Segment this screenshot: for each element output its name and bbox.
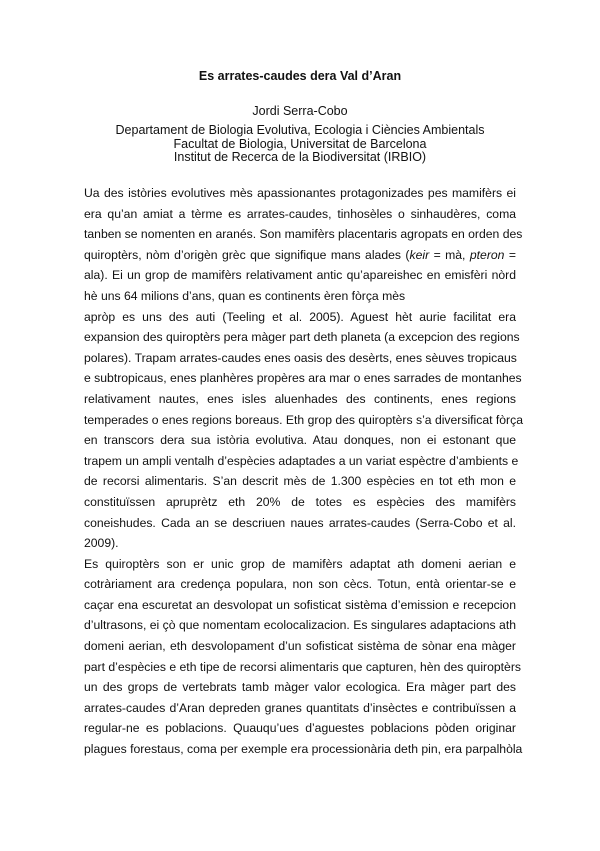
text-line: 2009). <box>84 536 119 551</box>
text-line: caçar ena escuretat an desvolopat un sofisticat sistèma d’emission e recepcion <box>84 597 516 612</box>
paragraph-1 <box>84 183 523 554</box>
text-line: de recorsi alimentaris. S’an descrit mès de 1.300 espècies en tot eth mon e <box>84 474 516 489</box>
text-line: un des grops de vertebrats tamb màger valor ecologica. Era màger part des <box>84 680 516 695</box>
affiliations <box>0 124 600 165</box>
body-text <box>84 183 523 760</box>
text-line: Es quiroptèrs son er unic grop de mamifèrs adaptat ath domeni aerian e <box>84 556 516 571</box>
text-line: en transcors dera sua istòria evolutiva. Atau donques, non ei estonant que <box>84 433 516 448</box>
paragraph-2 <box>84 554 523 760</box>
affiliation-line: Institut de Recerca de la Biodiversitat (IRBIO) <box>173 150 427 164</box>
text-line: e subtropicaus, enes planhères propères ara mar o enes sarrades de montanhes <box>84 371 522 386</box>
text-line: era qu’an amiat a tèrme es arrates-caudes, tinhosèles o sinhaudères, coma <box>84 206 516 221</box>
document-title: Es arrates-caudes dera Val d’Aran <box>198 69 402 83</box>
text-line: regular-ne es poblacions. Quauqu’ues d’aguestes poblacions pòden originar <box>84 721 516 736</box>
text-line: trapem un ampli ventalh d’espècies adaptades a un variat espèctre d’ambients e <box>84 453 519 468</box>
text-line: domeni aerian, eth desvolopament d’un sofisticat sistèma de sònar ena màger <box>84 639 516 654</box>
text-line: cotràriament ara credença populara, non son cècs. Totun, entà orientar-se e <box>84 577 516 592</box>
text-line: Ua des istòries evolutives mès apassionantes protagonizades pes mamifèrs ei <box>84 186 516 200</box>
text-line: relativament nautes, enes isles aluenhades des continents, enes regions <box>84 391 516 406</box>
text-line: hè uns 64 milions d’ans, quan es continents èren fòrça mès <box>84 288 406 303</box>
text-line: arrates-caudes d’Aran depreden granes quantitats d’insèctes e contribuïssen a <box>84 700 516 715</box>
affiliation-line: Departament de Biologia Evolutiva, Ecologia i Ciències Ambientals <box>115 123 485 137</box>
text-line: coneishudes. Cada an se descriuen naues arrates-caudes (Serra-Cobo et al. <box>84 515 516 530</box>
text-line: quiroptèrs, nòm d’origèn grèc que signifique mans alades (keir = mà, pteron = <box>84 247 516 262</box>
affiliation-line: Facultat de Biologia, Universitat de Barcelona <box>173 136 427 151</box>
text-line: ala). Ei un grop de mamifèrs relativament antic qu’apareishec en emisfèri nòrd <box>84 268 516 283</box>
text-line: polares). Trapam arrates-caudes enes oasis des desèrts, enes sèuves tropicaus <box>84 350 517 365</box>
text-line: constituïssen apruprètz eth 20% de totes es espècies des mamifèrs <box>84 494 516 509</box>
text-line: tanben se nomenten en aranés. Son mamifèrs placentaris agropats en orden des <box>84 227 523 242</box>
text-line: apròp es uns des auti (Teeling et al. 2005). Aguest hèt aurie facilitat era <box>84 309 516 324</box>
text-line: expansion des quiroptèrs pera màger part deth planeta (a excepcion des regions <box>84 330 520 345</box>
text-line: d’ultrasons, ei çò que nomentam ecolocalizacion. Es singulares adaptacions ath <box>84 618 516 633</box>
text-line: part d’espècies e eth tipe de recorsi alimentaris que capturen, hèn des quiroptèrs <box>84 659 521 674</box>
author-name: Jordi Serra-Cobo <box>252 104 348 118</box>
text-line: plagues forestaus, coma per exemple era processionària deth pin, era parpalhòla <box>84 742 523 757</box>
text-line: temperades o enes regions boreaus. Eth grop des quiroptèrs s’a diversificat fòrça <box>84 412 523 427</box>
